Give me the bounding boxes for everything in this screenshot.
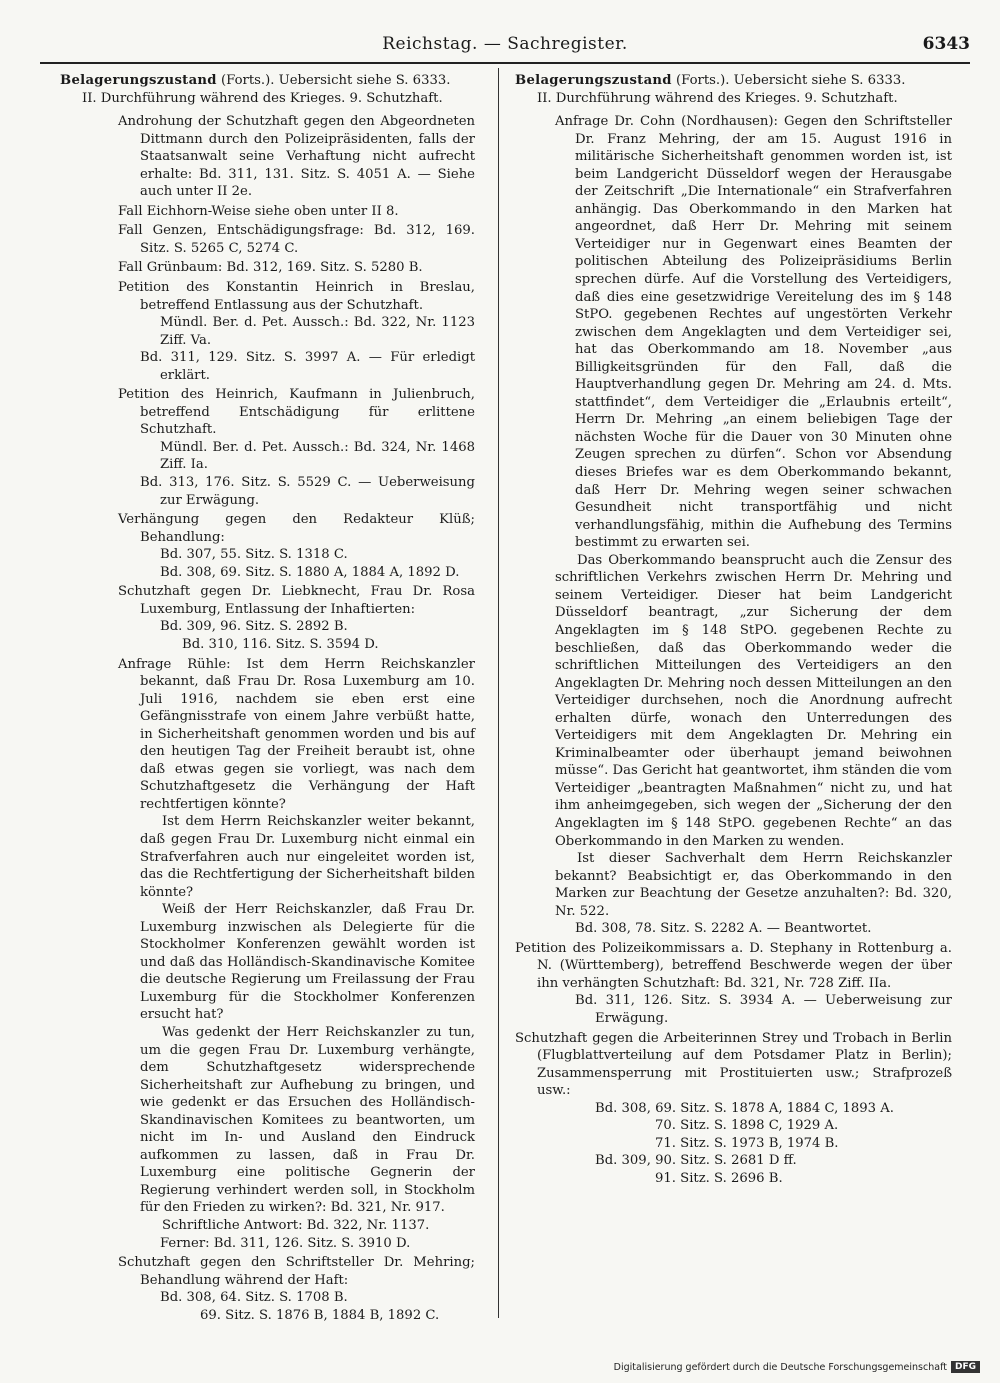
entry-ref: Bd. 311, 126. Sitz. S. 3934 A. — Ueberweisung zur Erwägung.: [575, 993, 952, 1026]
entry-paragraph: Das Oberkommando beansprucht auch die Zensur des schriftlichen Verkehrs zwischen Herrn Dr. Mehring und seinem Verteidiger. Dieser hat beim Landgericht Düsseldorf beantragt, „zur Sicherung der dem Angeklagten im § 148 StPO. gegebenen Rechte zu beschließen, daß das Oberkommando weder die schriftlichen Mitteilungen des Verteidigers an den Angeklagten Dr. Mehring noch dessen Mitteilungen an den Verteidiger durchsehen, noch die Anordnung aufrecht erhalten dürfe, wonach den Unterredungen des Verteidigers mit dem Angeklagten Dr. Mehring ein Kriminalbeamter oder überhaupt jemand beiwohnen müsse“. Das Gericht hat geantwortet, ihm ständen die vom Verteidiger „beantragten Maßnahmen“ nicht zu, und hat ihm anheimgegeben, sich wegen der „Sicherung der den Angeklagten im § 148 StPO. gegebenen Rechte“ an das Oberkommando in den Marken zu wenden.: [555, 552, 952, 849]
entry-eichhorn: Fall Eichhorn-Weise siehe oben unter II 8.: [118, 203, 399, 219]
entry-petition-stephany: Petition des Polizeikommissars a. D. Stephany in Rottenburg a. N. (Württemberg), betreffend Beschwerde wegen der über ihn verhängten Schutzhaft: Bd. 321, Nr. 728 Ziff. IIa.: [515, 940, 952, 991]
entry-genzen: Fall Genzen, Entschädigungsfrage: Bd. 312, 169. Sitz. S. 5265 C, 5274 C.: [118, 223, 475, 256]
index-heading: Belagerungszustand (Forts.). Uebersicht siehe S. 6333.: [515, 73, 906, 88]
running-title: Reichstag. — Sachregister.: [382, 34, 628, 54]
entry-ref: Bd. 308, 64. Sitz. S. 1708 B.: [160, 1290, 348, 1306]
left-column: [60, 72, 475, 1324]
right-column: [515, 72, 952, 1187]
entry-paragraph: Ist dieser Sachverhalt dem Herrn Reichskanzler bekannt? Beabsichtigt er, das Oberkommando in den Marken zur Beachtung der Gesetze anzuhalten?: Bd. 320, Nr. 522.: [555, 851, 952, 919]
entry-ref: Mündl. Ber. d. Pet. Aussch.: Bd. 322, Nr. 1123 Ziff. Va.: [160, 315, 475, 348]
entry-ref: 71. Sitz. S. 1973 B, 1974 B.: [655, 1135, 839, 1151]
header-rule: [40, 62, 970, 64]
entry-petition-heinrich-breslau: Petition des Konstantin Heinrich in Breslau, betreffend Entlassung aus der Schutzhaft.: [118, 280, 475, 313]
entry-mehring: Schutzhaft gegen den Schriftsteller Dr. Mehring; Behandlung während der Haft:: [118, 1255, 475, 1288]
index-subheading: II. Durchführung während des Krieges. 9. Schutzhaft.: [82, 90, 443, 106]
page-header: [40, 28, 970, 62]
entry-strey-trobach: Schutzhaft gegen die Arbeiterinnen Strey und Trobach in Berlin (Flugblattverteilung auf dem Potsdamer Platz in Berlin); Zusammensperrung mit Prostituierten usw.; Strafprozeß usw.:: [515, 1030, 952, 1099]
entry-ref: Bd. 307, 55. Sitz. S. 1318 C.: [160, 547, 348, 563]
entry-ref: Bd. 311, 129. Sitz. S. 3997 A. — Für erledigt erklärt.: [140, 350, 475, 383]
entry-ref: Bd. 313, 176. Sitz. S. 5529 C. — Ueberweisung zur Erwägung.: [140, 475, 475, 508]
entry-petition-heinrich-julienbruch: Petition des Heinrich, Kaufmann in Julienbruch, betreffend Entschädigung für erlittene Schutzhaft.: [118, 387, 475, 438]
entry-paragraph: Ist dem Herrn Reichskanzler weiter bekannt, daß gegen Frau Dr. Luxemburg nicht einmal ein Strafverfahren auch nur eingeleitet worden ist, das die Rechtfertigung der Sicherheitshaft bilden könnte?: [140, 814, 475, 900]
entry-paragraph: Weiß der Herr Reichskanzler, daß Frau Dr. Luxemburg inzwischen als Delegierte für die Stockholmer Konferenzen gewählt worden ist und daß das Holländisch-Skandinavische Komitee die deutsche Regierung um Freilassung der Frau Luxemburg für die Stockholmer Konferenzen ersucht hat?: [140, 902, 475, 1023]
entry-ref: Schriftliche Antwort: Bd. 322, Nr. 1137.: [162, 1218, 430, 1233]
entry-anfrage-cohn: Anfrage Dr. Cohn (Nordhausen): Gegen den Schriftsteller Dr. Franz Mehring, der am 15. August 1916 in militärische Sicherheitshaft genommen worden ist, ist beim Landgericht Düsseldorf wegen der Herausgabe der Zeitschrift „Die Internationale“ ein Strafverfahren anhängig. Das Oberkommando in den Marken hat angeordnet, daß Herr Dr. Mehring mit seinem Verteidiger nur in Gegenwart eines Beamten der politischen Abteilung des Polizeipräsidiums Berlin sprechen dürfe. Auf die Vorstellung des Verteidigers, daß dies eine gesetzwidrige Vereitelung des im § 148 StPO. gegebenen Rechtes auf ungestörten Verkehr zwischen dem Angeklagten und dem Verteidiger sei, hat das Oberkommando am 18. November „aus Billigkeitsgründen für den Fall, daß die Hauptverhandlung gegen Dr. Mehring am 24. d. Mts. stattfindet“, dem Verteidiger die „Erlaubnis erteilt“, Herrn Dr. Mehring „an einem beliebigen Tage der nächsten Woche für die Dauer von 30 Minuten ohne Zeugen sprechen zu dürfen“. Schon vor Absendung dieses Briefes war es dem Oberkommando bekannt, daß Herr Dr. Mehring wegen seiner schwachen Gesundheit nicht transportfähig und nicht verhandlungsfähig, mithin die Aufhebung des Termins bestimmt zu erwarten sei.: [555, 114, 952, 551]
index-subheading: II. Durchführung während des Krieges. 9. Schutzhaft.: [537, 90, 898, 106]
entry-ref: Bd. 308, 69. Sitz. S. 1878 A, 1884 C, 1893 A.: [595, 1100, 894, 1116]
column-divider: [498, 68, 499, 1318]
entry-ref: Mündl. Ber. d. Pet. Aussch.: Bd. 324, Nr. 1468 Ziff. Ia.: [160, 439, 475, 473]
entry-paragraph: Was gedenkt der Herr Reichskanzler zu tun, um die gegen Frau Dr. Luxemburg verhängte, dem Schutzhaftgesetz widersprechende Sicherheitshaft zur Aufhebung zu bringen, und wie gedenkt er das Ersuchen des Holländisch-Skandinavischen Komitees zu beantworten, um nicht im In- und Ausland den Eindruck aufkommen zu lassen, daß in Frau Dr. Luxemburg eine politische Gegnerin der Regierung verhindert werden soll, in Stockholm für den Frieden zu wirken?: Bd. 321, Nr. 917.: [140, 1024, 475, 1216]
entry-ref: 70. Sitz. S. 1898 C, 1929 A.: [655, 1118, 839, 1134]
page-number: 6343: [922, 34, 970, 54]
entry-ref: Ferner: Bd. 311, 126. Sitz. S. 3910 D.: [160, 1235, 411, 1251]
entry-ref: Bd. 309, 90. Sitz. S. 2681 D ff.: [595, 1153, 797, 1169]
dfg-logo-icon: DFG: [951, 1361, 980, 1373]
entry-ref: 69. Sitz. S. 1876 B, 1884 B, 1892 C.: [200, 1307, 440, 1323]
entry-ref: Bd. 308, 69. Sitz. S. 1880 A, 1884 A, 1892 D.: [160, 564, 460, 580]
footer: [614, 1361, 980, 1373]
index-heading: Belagerungszustand (Forts.). Uebersicht siehe S. 6333.: [60, 73, 451, 88]
entry-dittmann: Androhung der Schutzhaft gegen den Abgeordneten Dittmann durch den Polizeipräsidenten, falls der Staatsanwalt seine Verhaftung nicht aufrecht erhalte: Bd. 311, 131. Sitz. S. 4051 A. — Siehe auch unter II 2e.: [118, 114, 475, 200]
entry-ref: 91. Sitz. S. 2696 B.: [655, 1170, 783, 1186]
entry-ref: Bd. 310, 116. Sitz. S. 3594 D.: [182, 636, 379, 652]
entry-gruenbaum: Fall Grünbaum: Bd. 312, 169. Sitz. S. 5280 B.: [118, 260, 423, 276]
footer-text: Digitalisierung gefördert durch die Deutsche Forschungsgemeinschaft: [613, 1361, 947, 1373]
entry-kluess: Verhängung gegen den Redakteur Klüß; Behandlung:: [118, 512, 475, 545]
entry-anfrage-ruehle: Anfrage Rühle: Ist dem Herrn Reichskanzler bekannt, daß Frau Dr. Rosa Luxemburg am 10. Juli 1916, nachdem sie eben erst eine Gefängnisstrafe von einem Jahre verbüßt hatte, in Sicherheitshaft genommen worden und bis auf den heutigen Tag der Freiheit beraubt ist, ohne daß etwas gegen sie vorliegt, was nach dem Schutzhaftgesetz die Verhängung der Haft rechtfertigen könnte?: [118, 656, 475, 812]
entry-ref: Bd. 308, 78. Sitz. S. 2282 A. — Beantwortet.: [575, 921, 872, 937]
entry-ref: Bd. 309, 96. Sitz. S. 2892 B.: [160, 619, 348, 635]
entry-liebknecht-luxemburg: Schutzhaft gegen Dr. Liebknecht, Frau Dr. Rosa Luxemburg, Entlassung der Inhaftierten:: [118, 584, 475, 617]
